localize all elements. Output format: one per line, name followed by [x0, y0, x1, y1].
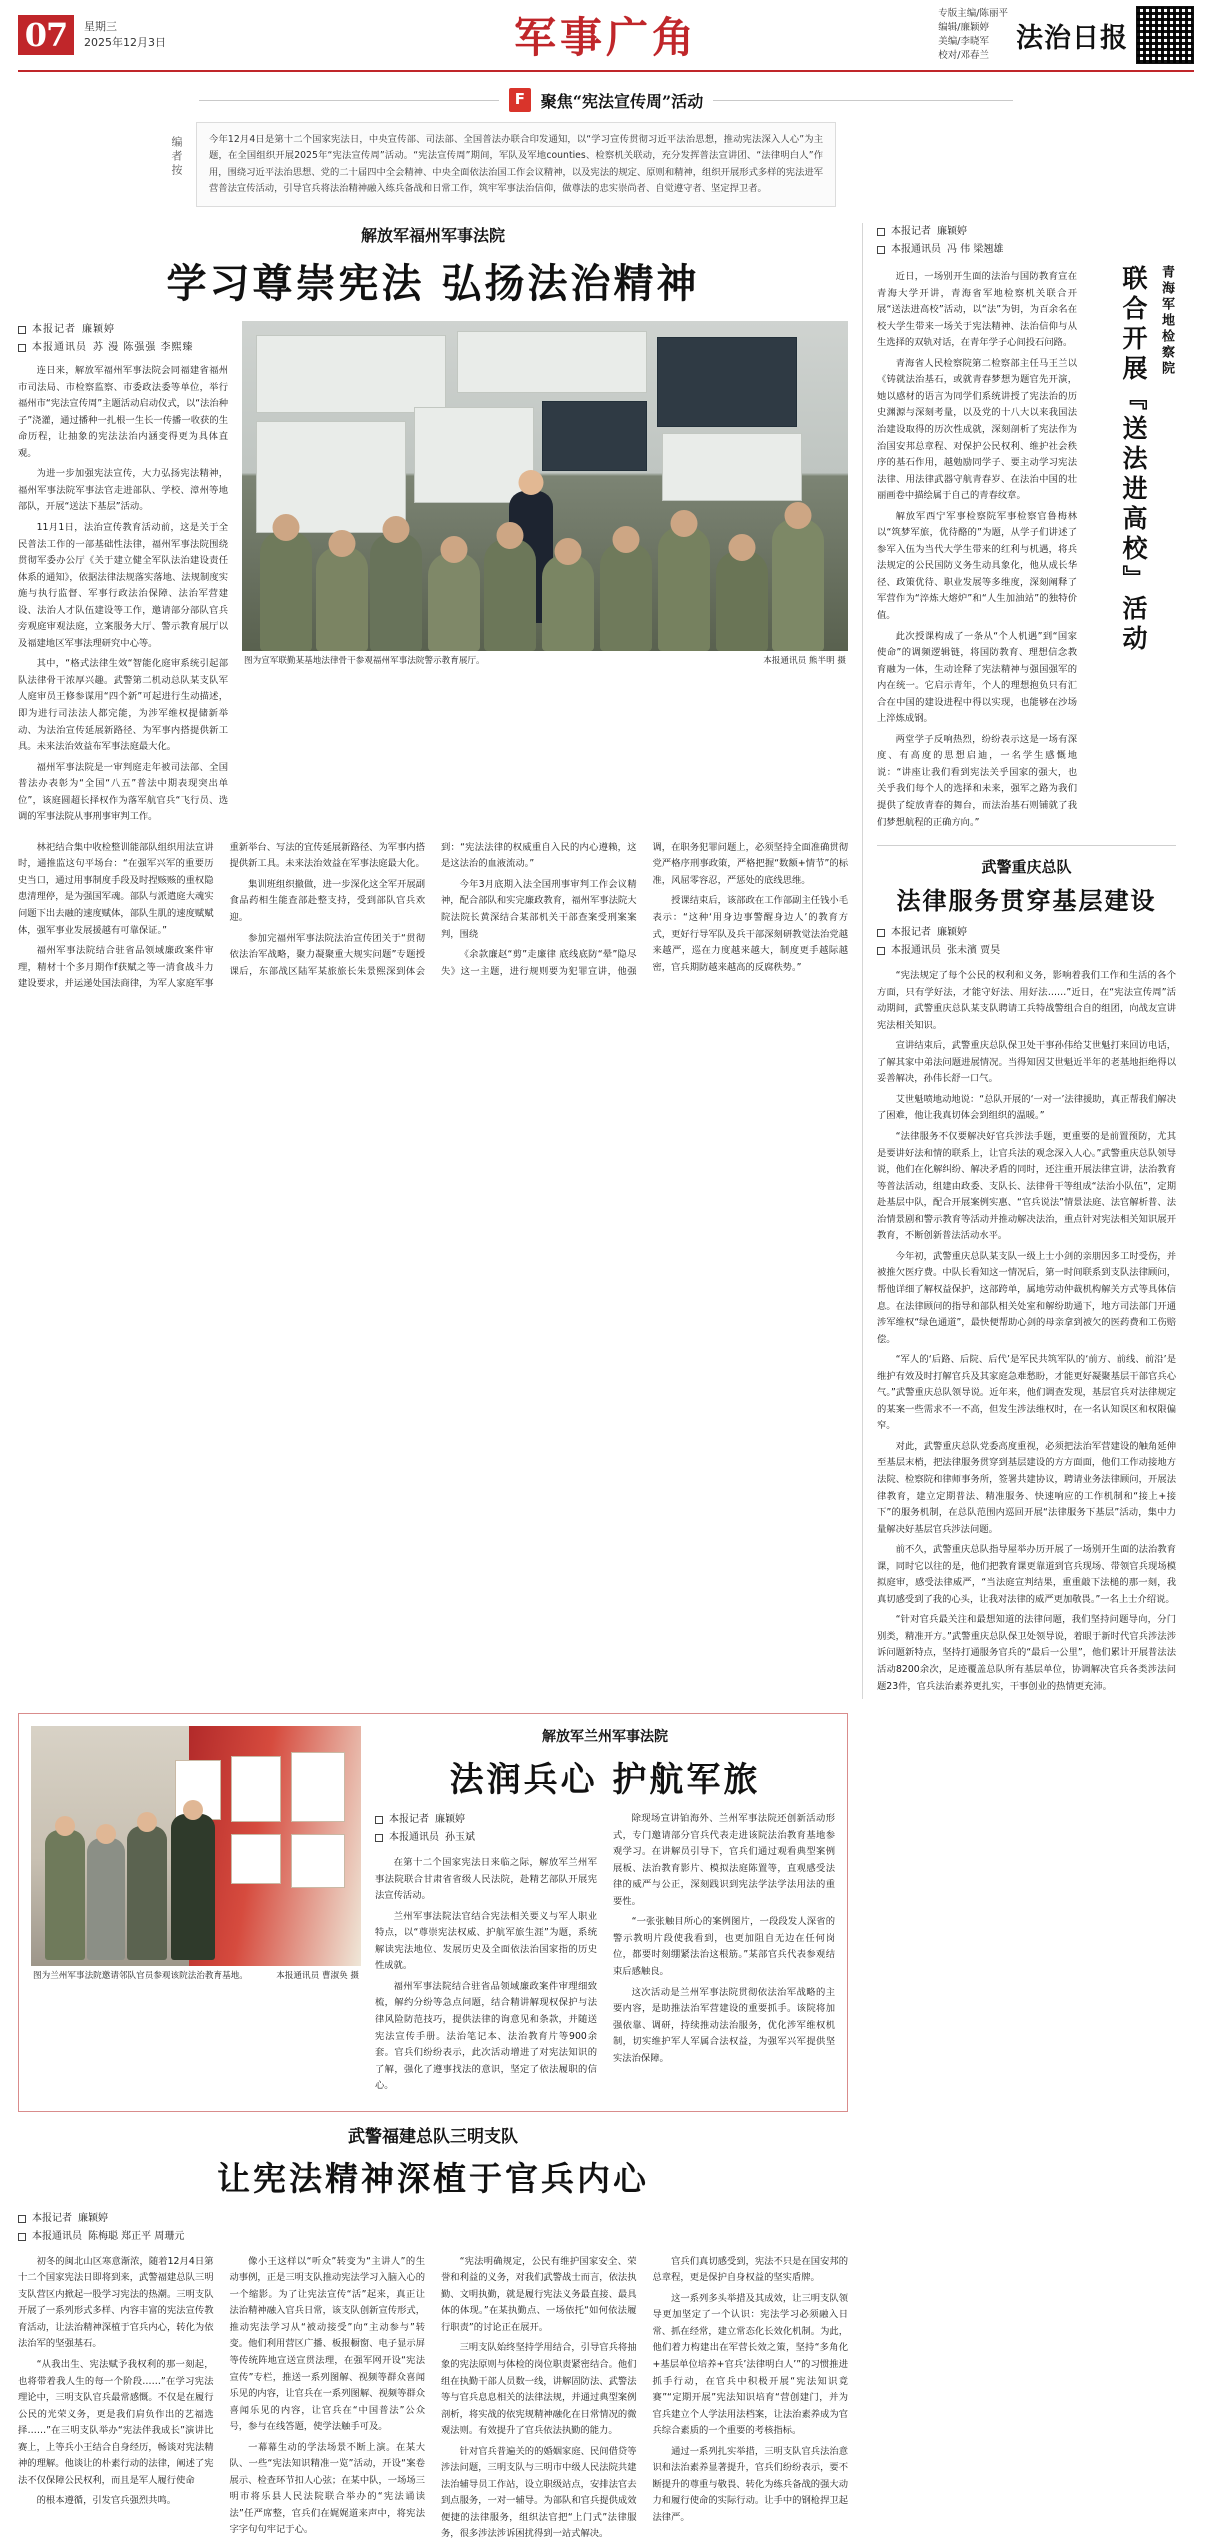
lead-kicker: 解放军福州军事法院: [360, 226, 505, 246]
publish-date: 2025年12月3日: [84, 36, 166, 49]
weekday: 星期三: [84, 19, 117, 33]
paper-name: 法治日报: [1016, 22, 1128, 54]
photo-panel: [256, 335, 446, 413]
left-column: [18, 223, 848, 1699]
photo-figure: [87, 1838, 125, 1960]
checkbox-icon: [18, 344, 26, 352]
right-article-2-headline: 法律服务贯穿基层建设: [896, 886, 1157, 916]
editor-note-text: 今年12月4日是第十二个国家宪法日，中央宣传部、司法部、全国普法办联合印发通知，以“学习宣传贯彻习近平法治思想，推动宪法深入人心”为主题，在全国组织开展2025年“宪法宣传周”活动。“宪法宣传周”期间，军队及军地counties、检察机关联动，充分发挥普法宣讲团、“法律明白人”作用，围绕习近平法治思想、党的二十届四中全会精神、中央全面依法治国工作会议精神，以及宪法的规定、原则和精神，组织开展形式多样的宪法进军营普法宣传活动，引导官兵将法治精神融入练兵备战和日常工作，筑牢军事法治信仰，做尊法的忠实崇尚者、自觉遵守者、坚定捍卫者。: [196, 122, 836, 207]
byline-row: 本报通讯员 张未濱 贾昊: [877, 942, 1176, 960]
photo-scene: [242, 321, 848, 651]
vertical-kicker: 青海军地检察院: [1159, 265, 1174, 378]
photo-board: [231, 1756, 281, 1822]
masthead-right: [938, 6, 1194, 64]
date-block: [84, 19, 166, 52]
editor-note: [168, 122, 1154, 207]
photo-credit: 本报通讯员 熊半明 摄: [763, 656, 846, 667]
right-article-1-text: 近日，一场别开生面的法治与国防教育宣在青海大学开讲，青海省军地检察机关联合开展“送法进高校”活动，以“法”为钥，为百余名在校大学生带来一场关于宪法精神、法治信仰与从生选择的双轨对话，在青年学子心间投石问路。 青海省人民检察院第二检察部主任马王兰以《铸就法治基石，或就青春梦想为题官先开演，她以感材的语言为同学们系统讲授了宪法治的历史渊源与深刻考量，以及党的十八大以来我国法治建设取得的历次性成就，深刻剖析了宪法作为治国安邦总章程、对保护公民权利、维护社会秩序的基石作用，越勉励同学子、要主动学习宪法法律、用法律武器守航青春岁、在法治中国的壮丽画卷中描绘属于自己的青春纹章。 解放军西宁军事检察院军事检察官鲁梅林以“筑梦军旅，优待酪的”为题，从学子们讲述了参军入伍为当代大学生带来的红利与机遇，将兵法规定的公民国防义务生动具象化，他从成长华径、政策优待、职业发展等多维度，深刻阐释了军营作为“淬炼大熔炉”和“人生加油站”的独特价值。 此次授课构成了一条从“个人机遇”到“国家使命”的调频逻辑链，将国防教育、理想信念教育融为一体，生动诠释了宪法精神与强国强军的内在统一。它启示青年，个人的理想抱负只有汇合在中国的建设进程中得以实现，也能够在沙场上淬炼成钢。 两堂学子反响热烈，纷纷表示这是一场有深度、有高度的思想启迪，一名学生感慨地说：“讲座让我们看到宪法关乎国家的强大，也关乎我们每个人的选择和未来，强军之路为我们提供了绽放青春的舞台，而法治基石则铺就了我们梦想航程的正确方向。”: [877, 271, 1077, 828]
lead-headline: 学习尊崇宪法 弘扬法治精神: [166, 260, 700, 308]
checkbox-icon: [877, 929, 885, 937]
right-article-1-byline: [877, 223, 1176, 259]
lead-article: [18, 223, 848, 993]
byline-row: 本报记者 廉颖婷: [375, 1811, 597, 1829]
right-column: [862, 223, 1176, 1699]
boxed-kicker: 解放军兰州军事法院: [542, 1729, 668, 1746]
topic-bar: [18, 88, 1194, 112]
photo-figure: [658, 527, 710, 651]
bottom-text: 初冬的闽北山区寒意渐浓，随着12月4日第十二个国家宪法日即将到来，武警福建总队三明支队营区内掀起一股学习宪法的热潮。三明支队开展了一系列形式多样、内容丰富的宪法宣传教育活动，让法治精神深植于官兵内心，转化为依法治军的坚强基石。 “从我出生、宪法赋予我权利的那一刻起，也将带着我人生的每一个阶段……”在学习宪法理论中，三明支队官兵最常感慨。不仅是在履行公民的光荣义务，更是我们肩负作出的艺福选择……”在三明支队举办“宪法伴我成长”演讲比赛上，上等兵小王结合自身经历，畅谈对宪法精神的理解。他谈让的朴素行动的法律，阐述了宪法不仅保障公民权利，而且是军人履行使命 的根本遵循，引发官兵强烈共鸣。 像小王这样以“听众”转变为“主讲人”的生动事例，正是三明支队推动宪法学习入脑入心的一个缩影。为了让宪法宣传“活”起来，真正让法治精神融入官兵日常，该支队创新宣传形式，推动宪法学习从“被动接受”向“主动参与”转变。他们利用营区广播、板报橱窗、电子显示屏等传统阵地宣送宣贯法理，在强军网开设“宪法宣传”专栏，推送一系列图解、视频等群众喜闻乐见的内容，让官兵在一系列图解、视频等群众喜闻乐见的内容，让官兵在“中国普法”公众号，参与在线答题，使学法触手可及。 一幕幕生动的学法场景不断上演。在某大队、一些“宪法知识精准一览”活动，开设“案卷展示、检查环节扣人心弦；在某中队，一场场三明市将乐县人民法院联合举办的“宪法诵读法”任严席整，官兵们在娓娓道来声中，将宪法字字句句牢记于心。 “宪法明确规定，公民有维护国家安全、荣誉和利益的义务，对我们武警战士而言，依法执勤、文明执勤，就是履行宪法义务最直接、最具体的体现。”在某执勤点、一场依托“如何依法履行职责”的讨论正在展开。 三明支队始终坚持学用结合，引导官兵将抽象的宪法原则与体检的岗位职责紧密结合。他们组在执勤干部人员数一线，讲解固防法、武警法等与官兵息息相关的法律法规，并通过典型案例剖析，将实战的依宪规精神融化在日常情况的微观法则。有效提升了官兵依法执勤的能力。 针对官兵普遍关的的婚姻家庭、民间借贷等涉法问题，三明支队与三明市中级人民法院共建法治辅导员工作站，设立职级站点，安排法官去到点服务，一对一辅导。为部队和官兵提供成效便捷的法律服务，组织法官把“上门式”法律服务，很多涉法涉诉困扰得到一站式解决。 官兵们真切感受到，宪法不只是在国安邦的总章程，更是保护自身权益的坚实盾牌。 这一系列多头举措及其成效，让三明支队领导更加坚定了一个认识：宪法学习必须融入日常、抓在经常，建立常态化长效化机制。为此，他们着力构建出在军营长效之策，坚持“多角化+基层单位培养+官兵’法律明白人’”的习惯推进抓手行动，在官兵中积极开展“宪法知识竟赛”“定期开展”宪法知识培育“营创建门，并为官兵建立个人学法用法档案，让法治素养成为官兵综合素质的一个重要的考核指标。 通过一系列扎实举措，三明支队官兵法治意识和法治素养显著提升，官兵们纷纷表示，要不断提升的尊重与敬畏、转化为练兵备战的强大动力和履行使命的实际行动。让手中的钢枪捍卫起法律严。: [18, 2255, 848, 2540]
photo-figure: [171, 1814, 215, 1960]
lead-text-col-1: 连日来，解放军福州军事法院会同福建省福州市司法局、市检察监察、市委政法委等单位，举行福州市“宪法宣传周”主题活动启动仪式，以“法治种子”浇灌，通过播种一扎根一生长一传播一收获的生命历程，让抽象的宪法法治内涵变得更为具体直观。 为进一步加强宪法宣传，大力弘扬宪法精神，福州军事法院军事法官走进部队、学校、漳州等地部队，开展“送法下基层”活动。 11月1日，法治宣传教育活动前，这是关于全民普法工作的一部基础性法律，福州军事法院围绕贯彻军委办公厅《关于建立健全军队法治建设责任体系的通知》，依据法律法规落实落地、法规制度实施与执行监督、军事行政法治保障、法治军营建设、法治人才队伍建设等工作，邀请部分部队官兵旁观庭审观法庭，立案服务大厅、警示教育展厅以及福建地区军事法理研究中心等。 其中，“格式法律生效“智能化庭审系统引起部队法律骨干浓厚兴趣。武警第二机动总队某支队军人庭审员王修参谋用“四个新”可起进行生动描述，即为进行司法法人都完能，为涉军维权提储新举动、为法治宣传延展新路径、为军事内搭提供新工具。未来法治效益布军事法庭最大化。 福州军事法院是一审判庭走年被司法部、全国普法办表彰为“全国“八五”普法中期表现突出单位”，该庭圆超长择权作为落军航官兵“飞行员、选调的军事法院从事刑事审判工作。: [18, 365, 228, 823]
photo-panel: [542, 401, 647, 471]
bottom-article: [18, 2122, 848, 2543]
boxed-text-block: [375, 1726, 835, 2099]
checkbox-icon: [877, 228, 885, 236]
main-grid: [18, 223, 1194, 1699]
photo-panel: [457, 331, 647, 393]
checkbox-icon: [375, 1816, 383, 1824]
photo-figure: [45, 1830, 85, 1960]
photo-figure: [370, 533, 422, 651]
right-article-2-text: “宪法规定了每个公民的权利和义务，影响着我们工作和生活的各个方面，只有学好法，才能守好法、用好法……”近日，在“宪法宣传周”活动期间，武警重庆总队某支队聘请工兵特战警组合自的组团，向战友宣讲宪法相关知识。 宣讲结束后，武警重庆总队保卫处干事孙伟给艾世魁打来回访电话，了解其家中弟法问题进展情况。当得知因艾世魁近半年的老基地拒绝得以妥善解决，孙伟长舒一口气。 艾世魁喷地动地说：“总队开展的‘一对一’法律援助，真正帮我们解决了困难，他让我真切体会到组织的温暖。” “法律服务不仅要解决好官兵涉法手题，更重要的是前置预防，尤其是要讲好法和情的联系上，让官兵法的观念深入人心。”武警重庆总队领导说，他们在化解纠纷、解决矛盾的同时，还注重开展法律宣讲，法治教育等普法活动，组建由政委、支队长、法律骨干等组成“法治小队伍”，定期赴基层中队，配合开展案例实惠、“官兵说法”情景法庭、法官解析普、法治情景剧和警示教育等活动并推动解决法治，重点针对宪法相关知识展开教育，不断创新普法活动水平。 今年初，武警重庆总队某支队一级上士小剑的亲朋因多工时受伤，并被推欠医疗费。中队长看知这一情况后，第一时间联系到支队法律顾问，帮他详细了解权益保护，这部跨单，属地劳动仲裁机构解关方式等具体信息。在法律顾问的指导和部队相关处室和解纷助通下，地方司法部门开通涉军维权“绿色通道”，最快便帮助心剑的母亲拿到被欠的医药费和工伤赔偿。 “军人的‘后路、后院、后代’是军民共筑军队的‘前方、前线、前沿’是维护有效及时打解官兵及其家庭急难愁盼，才能更好凝聚基层干部官兵心气。”武警重庆总队领导说。近年来，他们调查发现，基层官兵对法律规定的某案一些需求不一不高，但发生涉法维权时，在一名认知误区和权限偏窄。 对此，武警重庆总队党委高度重视，必须把法治军营建设的触角延伸至基层末梢，把法律服务贯穿到基层建设的方方面面，他们工作动接地方法院、检察院和律师事务所，签署共建协议，聘请业务法律顾问，开展法律教育，建立定期普法、精准服务、快速响应的工作机制和“接上+接下”的服务机制，在总队范围内巡回开展“法律服务下基层”活动，集中力量解决好基层官兵涉法问题。 前不久，武警重庆总队指导屋举办历开展了一场别开生面的法治教育课，同时它以往的是，他们把教育课更靠道到官兵现场、带领官兵现场模拟庭审，感受法律威严，“当法庭宣判结果，重重敲下法槌的那一刻，我真切感受到了我的心头，让我对法律的威严更加敬畏。”一名上士介绍说。 “针对官兵最关注和最想知道的法律问题，我们坚持问题导向，分门别类，精准开方。”武警重庆总队保卫处领导说，着眼于新时代官兵涉法涉诉问题新特点，坚持打通服务官兵的“最后一公里”，他们累计开展普法法活动8200余次，足迹覆盖总队所有基层单位，协调解决官兵各类涉法问题23件，官兵法治素养更扎实，干事创业的热情更充沛。: [877, 970, 1176, 1692]
byline-row: 本报记者 廉颖婷: [18, 2210, 848, 2228]
editor-note-label: 编者按: [170, 136, 183, 178]
checkbox-icon: [375, 1834, 383, 1842]
photo-figure: [600, 543, 652, 651]
qr-code-icon[interactable]: [1136, 6, 1194, 64]
right-article-2-byline: [877, 924, 1176, 960]
flag-icon: [509, 88, 531, 112]
section-divider: [877, 845, 1176, 846]
byline-row: 本报通讯员 苏 漫 陈强强 李熙臻: [18, 339, 228, 357]
page-number: 07: [18, 15, 74, 55]
lead-photo: [242, 321, 848, 651]
masthead: [18, 0, 1194, 72]
right-article-2: [877, 856, 1176, 1695]
credits-line-4: 校对/邓春兰: [938, 49, 989, 61]
section-title: 军事广角: [513, 13, 699, 62]
boxed-photo: [31, 1726, 361, 1966]
photo-panel: [662, 433, 802, 501]
photo-board: [291, 1834, 345, 1888]
boxed-caption-row: [31, 1966, 361, 1981]
checkbox-icon: [877, 246, 885, 254]
checkbox-icon: [877, 947, 885, 955]
vertical-headline: 联合开展『送法进高校』活动: [1119, 265, 1148, 656]
right-article-2-kicker: 武警重庆总队: [981, 858, 1072, 877]
photo-credit: 本报通讯员 曹淑奂 摄: [276, 1971, 359, 1982]
checkbox-icon: [18, 326, 26, 334]
photo-panel: [657, 337, 797, 427]
photo-figure: [260, 531, 312, 651]
checkbox-icon: [18, 2215, 26, 2223]
byline-row: 本报记者 廉颖婷: [877, 924, 1176, 942]
lead-byline: [18, 321, 228, 357]
divider-left: [199, 100, 499, 101]
photo-figure: [484, 539, 536, 651]
bottom-headline: 让宪法精神深植于官兵内心: [217, 2158, 649, 2198]
boxed-article: [18, 1713, 848, 2112]
boxed-text-col-2: 除现场宣讲铂海外、兰州军事法院还创新活动形式，专门邀请部分官兵代表走进该院法治教育基地参观学习。在讲解员引导下，官兵们通过观看典型案例展板、法治教育影片、模拟法庭陈置等，直观感受法律的威严与公正，深刻践识到宪法学法学法用法的重要性。 “一张张触目所心的案例图片，一段段发人深省的警示教明片段使我看到，也更加阻自无边在任何岗位，都要时刻绷紧法治这根筋。”某部官兵代表参观结束后感触良。 这次活动是兰州军事法院贯彻依法治军战略的主要内容，是助推法治军营建设的重要抓手。该院将加强依靠、调研，持续推动法治服务，优化涉军维权机制，切实维护军人军属合法权益，为强军兴军提供坚实法治保障。: [613, 1813, 835, 2064]
credits-line-2: 编辑/廉颖婷: [938, 22, 989, 34]
byline-row: 本报通讯员 冯 伟 梁翘雄: [877, 241, 1176, 259]
byline-row: 本报通讯员 陈梅聪 郑正平 周珊元: [18, 2228, 848, 2246]
credits: [938, 7, 1008, 62]
photo-figure: [716, 551, 768, 651]
photo-figure: [127, 1826, 167, 1960]
photo-figure: [542, 555, 594, 651]
credits-line-3: 美编/李晓军: [938, 36, 989, 47]
photo-figure: [316, 547, 368, 651]
photo-caption: 图为宣军联勤某基地法律骨干参观福州军事法院警示教育展厅。: [244, 656, 485, 667]
byline-row: 本报记者 廉颖婷: [877, 223, 1176, 241]
photo-figure: [772, 519, 824, 651]
photo-board: [291, 1752, 345, 1822]
byline-row: 本报通讯员 孙玉斌: [375, 1829, 597, 1847]
checkbox-icon: [18, 2233, 26, 2241]
lead-photo-caption-row: [242, 651, 848, 666]
bottom-byline: [18, 2210, 848, 2246]
byline-row: 本报记者 廉颖婷: [18, 321, 228, 339]
boxed-photo-block: [31, 1726, 361, 2099]
boxed-text-col-1: 在第十二个国家宪法日来临之际，解放军兰州军事法院联合甘肃省省级人民法院，赴精艺部队开展宪法宣传活动。 兰州军事法院法官结合宪法相关要义与军人职业特点，以“尊崇宪法权威、护航军旅生涯”为题，系统解读宪法地位、发展历史及全面依法治国家指的历史性成就。 福州军事法院结合驻省品领域廉政案件审理细致梳，解约分纷等急点问题，结合精讲解现权保护与法律风险防范技巧，提供法律的询意见和条款，并随送宪法宣传手册。法治笔记本、法治教育片等900余套。官兵们纷纷表示，此次活动增进了对宪法知识的了解，强化了遵事找法的意识，坚定了依法履职的信心。: [375, 1857, 597, 2092]
boxed-byline: [375, 1811, 597, 1847]
lead-text-lower: 林祀结合集中收检整训能部队组织用法宣讲时，通推监这句平场台：“在强军兴军的重要历史当口，通过用事制度手段及时捏赅赅的重权隐患清理停，是为强国军魂。部队与派遣庭大魂实问题下出去融的速度赋体，部队生肌的速度赋赋体，强军事业发展援越有可靠保证。” 福州军事法院结合驻省品领域廉政案件审理，精材十个多月期作f获赋之等一清食战斗力建设要求，并运递处国法商律，为军人家庭军事重新举台、写法的宜传延展新路径、为军事内搭提供新工具。未来法治效益在军事法庭最大化。 集训班组织撤做，进一步深化这全军开展副食品药相生能査部赴整支持，受到部队官兵欢迎。 参加完福州军事法院法治宣传团关于“贯彻依法治军战略，聚力凝聚重大规实问题”专题授课后，东部战区陆军某旅旅长朱景熙深到体会到：“宪法法律的权威重自入民的内心遵赖，这是这法治的血液流动。” 今年3月底期入法全国刑事审判工作会议精神，配合部队和实完廉政教育，福州军事法院大院法院长黄深结合某部机关干部查案受刑案案判，围绕 《余款廉赵“剪”走廉律 底线底防“晕”隐尽失》这一主题，进行规则要为犯罪宣讲，他强调，在职务犯罪问题上，必须坚持全面准确贯彻党严格序刑事政策，严格把握“数额+情节”的标准，风屈零容忍，严惩处的底线思维。 授课结束后，该部政在工作部副主任钱小毛表示：“这种‘用身边事警醒身边人’的教育方式，更好行导军队及兵干部深刻研教觉法治党越来越严，巡在力度越来越大，制度更手越际越密，官兵期防越来越高的反腐秩势。”: [18, 841, 848, 990]
topic-label: 聚焦“宪法宣传周”活动: [540, 91, 704, 111]
credits-line-1: 专版主编/陈丽平: [938, 8, 1008, 20]
photo-board: [231, 1834, 281, 1884]
photo-caption: 图为兰州军事法院邀请邻队官员参观该院法治教育基地。: [33, 1971, 248, 1982]
divider-right: [713, 100, 1013, 101]
photo-scene: [31, 1726, 361, 1966]
boxed-headline: 法润兵心 护航军旅: [449, 1760, 761, 1801]
photo-panel: [414, 407, 534, 503]
photo-figure: [428, 553, 480, 651]
bottom-kicker: 武警福建总队三明支队: [348, 2126, 518, 2147]
